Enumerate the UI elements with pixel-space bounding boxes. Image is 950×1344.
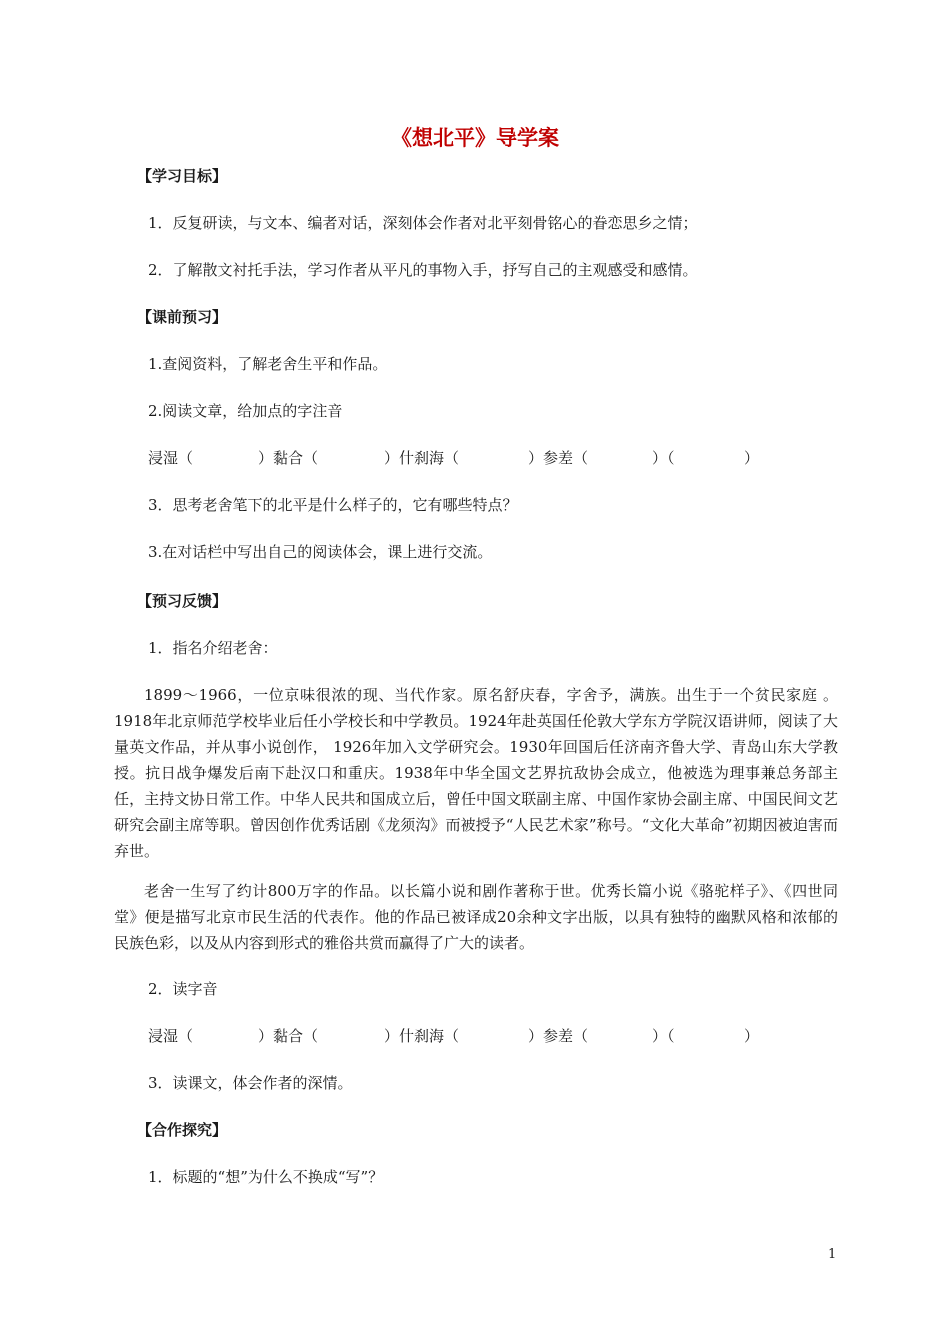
- blank-word: ）（: [652, 449, 675, 467]
- section-heading-preview: 【课前预习】: [137, 308, 228, 326]
- blank-word: 浸湿（: [148, 1027, 194, 1045]
- section-heading-feedback: 【预习反馈】: [137, 592, 228, 610]
- blank-word: 浸湿（: [148, 449, 194, 467]
- blank-word: ）什刹海（: [384, 1027, 460, 1045]
- preview-item-4: 3.在对话栏中写出自己的阅读体会，课上进行交流。: [148, 543, 493, 561]
- blank-word: ）参差（: [528, 449, 589, 467]
- feedback-item-3: 3．读课文，体会作者的深情。: [148, 1074, 353, 1092]
- page-title: 《想北平》导学案: [391, 125, 559, 150]
- preview-item-3: 3．思考老舍笔下的北平是什么样子的，它有哪些特点？: [148, 496, 518, 514]
- author-works-paragraph: 老舍一生写了约计800万字的作品。以长篇小说和剧作著称于世。优秀长篇小说《骆驼样子》、《四世同堂》便是描写北京市民生活的代表作。他的作品已被译成20余种文字出版，以具有独特的幽默风格和浓郁的民族色彩，以及从内容到形式的雅俗共赏而赢得了广大的读者。: [114, 882, 838, 952]
- blank-word: ）: [744, 1027, 760, 1045]
- feedback-item-2: 2．读字音: [148, 980, 218, 998]
- preview-item-1: 1.查阅资料，了解老舍生平和作品。: [148, 355, 388, 373]
- blank-word: ）黏合（: [258, 449, 319, 467]
- blank-word: ）什刹海（: [384, 449, 460, 467]
- blank-word: ）黏合（: [258, 1027, 319, 1045]
- blank-word: ）（: [652, 1027, 675, 1045]
- blank-word: ）参差（: [528, 1027, 589, 1045]
- section-heading-explore: 【合作探究】: [137, 1121, 228, 1139]
- page-number: 1: [828, 1247, 837, 1262]
- goal-item-2: 2．了解散文衬托手法，学习作者从平凡的事物入手，抒写自己的主观感受和感情。: [148, 261, 698, 279]
- feedback-item-1: 1．指名介绍老舍：: [148, 639, 278, 657]
- blank-word: ）: [744, 449, 760, 467]
- goal-item-1: 1．反复研读，与文本、编者对话，深刻体会作者对北平刻骨铭心的眷恋思乡之情；: [148, 214, 698, 232]
- preview-item-2: 2.阅读文章，给加点的字注音: [148, 402, 343, 420]
- explore-item-1: 1．标题的“想”为什么不换成“写”？: [148, 1168, 384, 1186]
- author-bio-paragraph: 1899～1966，一位京味很浓的现、当代作家。原名舒庆春，字舍予，满族。出生于一个贫民家庭 。1918年北京师范学校毕业后任小学校长和中学教员。1924年赴英国任伦敦大学东方学院汉语讲师，阅读了大量英文作品，并从事小说创作， 1926年加入文学研究会。1930年回国后任济南齐鲁大学、青岛山东大学教授。抗日战争爆发后南下赴汉口和重庆。1938年中华全国文艺界抗敌协会成立，他被选为理事兼总务部主任，主持文协日常工作。中华人民共和国成立后，曾任中国文联副主席、中国作家协会副主席、中国民间文艺研究会副主席等职。曾因创作优秀话剧《龙须沟》而被授予“人民艺术家”称号。“文化大革命”初期因被迫害而弃世。: [114, 686, 838, 860]
- section-heading-goals: 【学习目标】: [137, 167, 228, 185]
